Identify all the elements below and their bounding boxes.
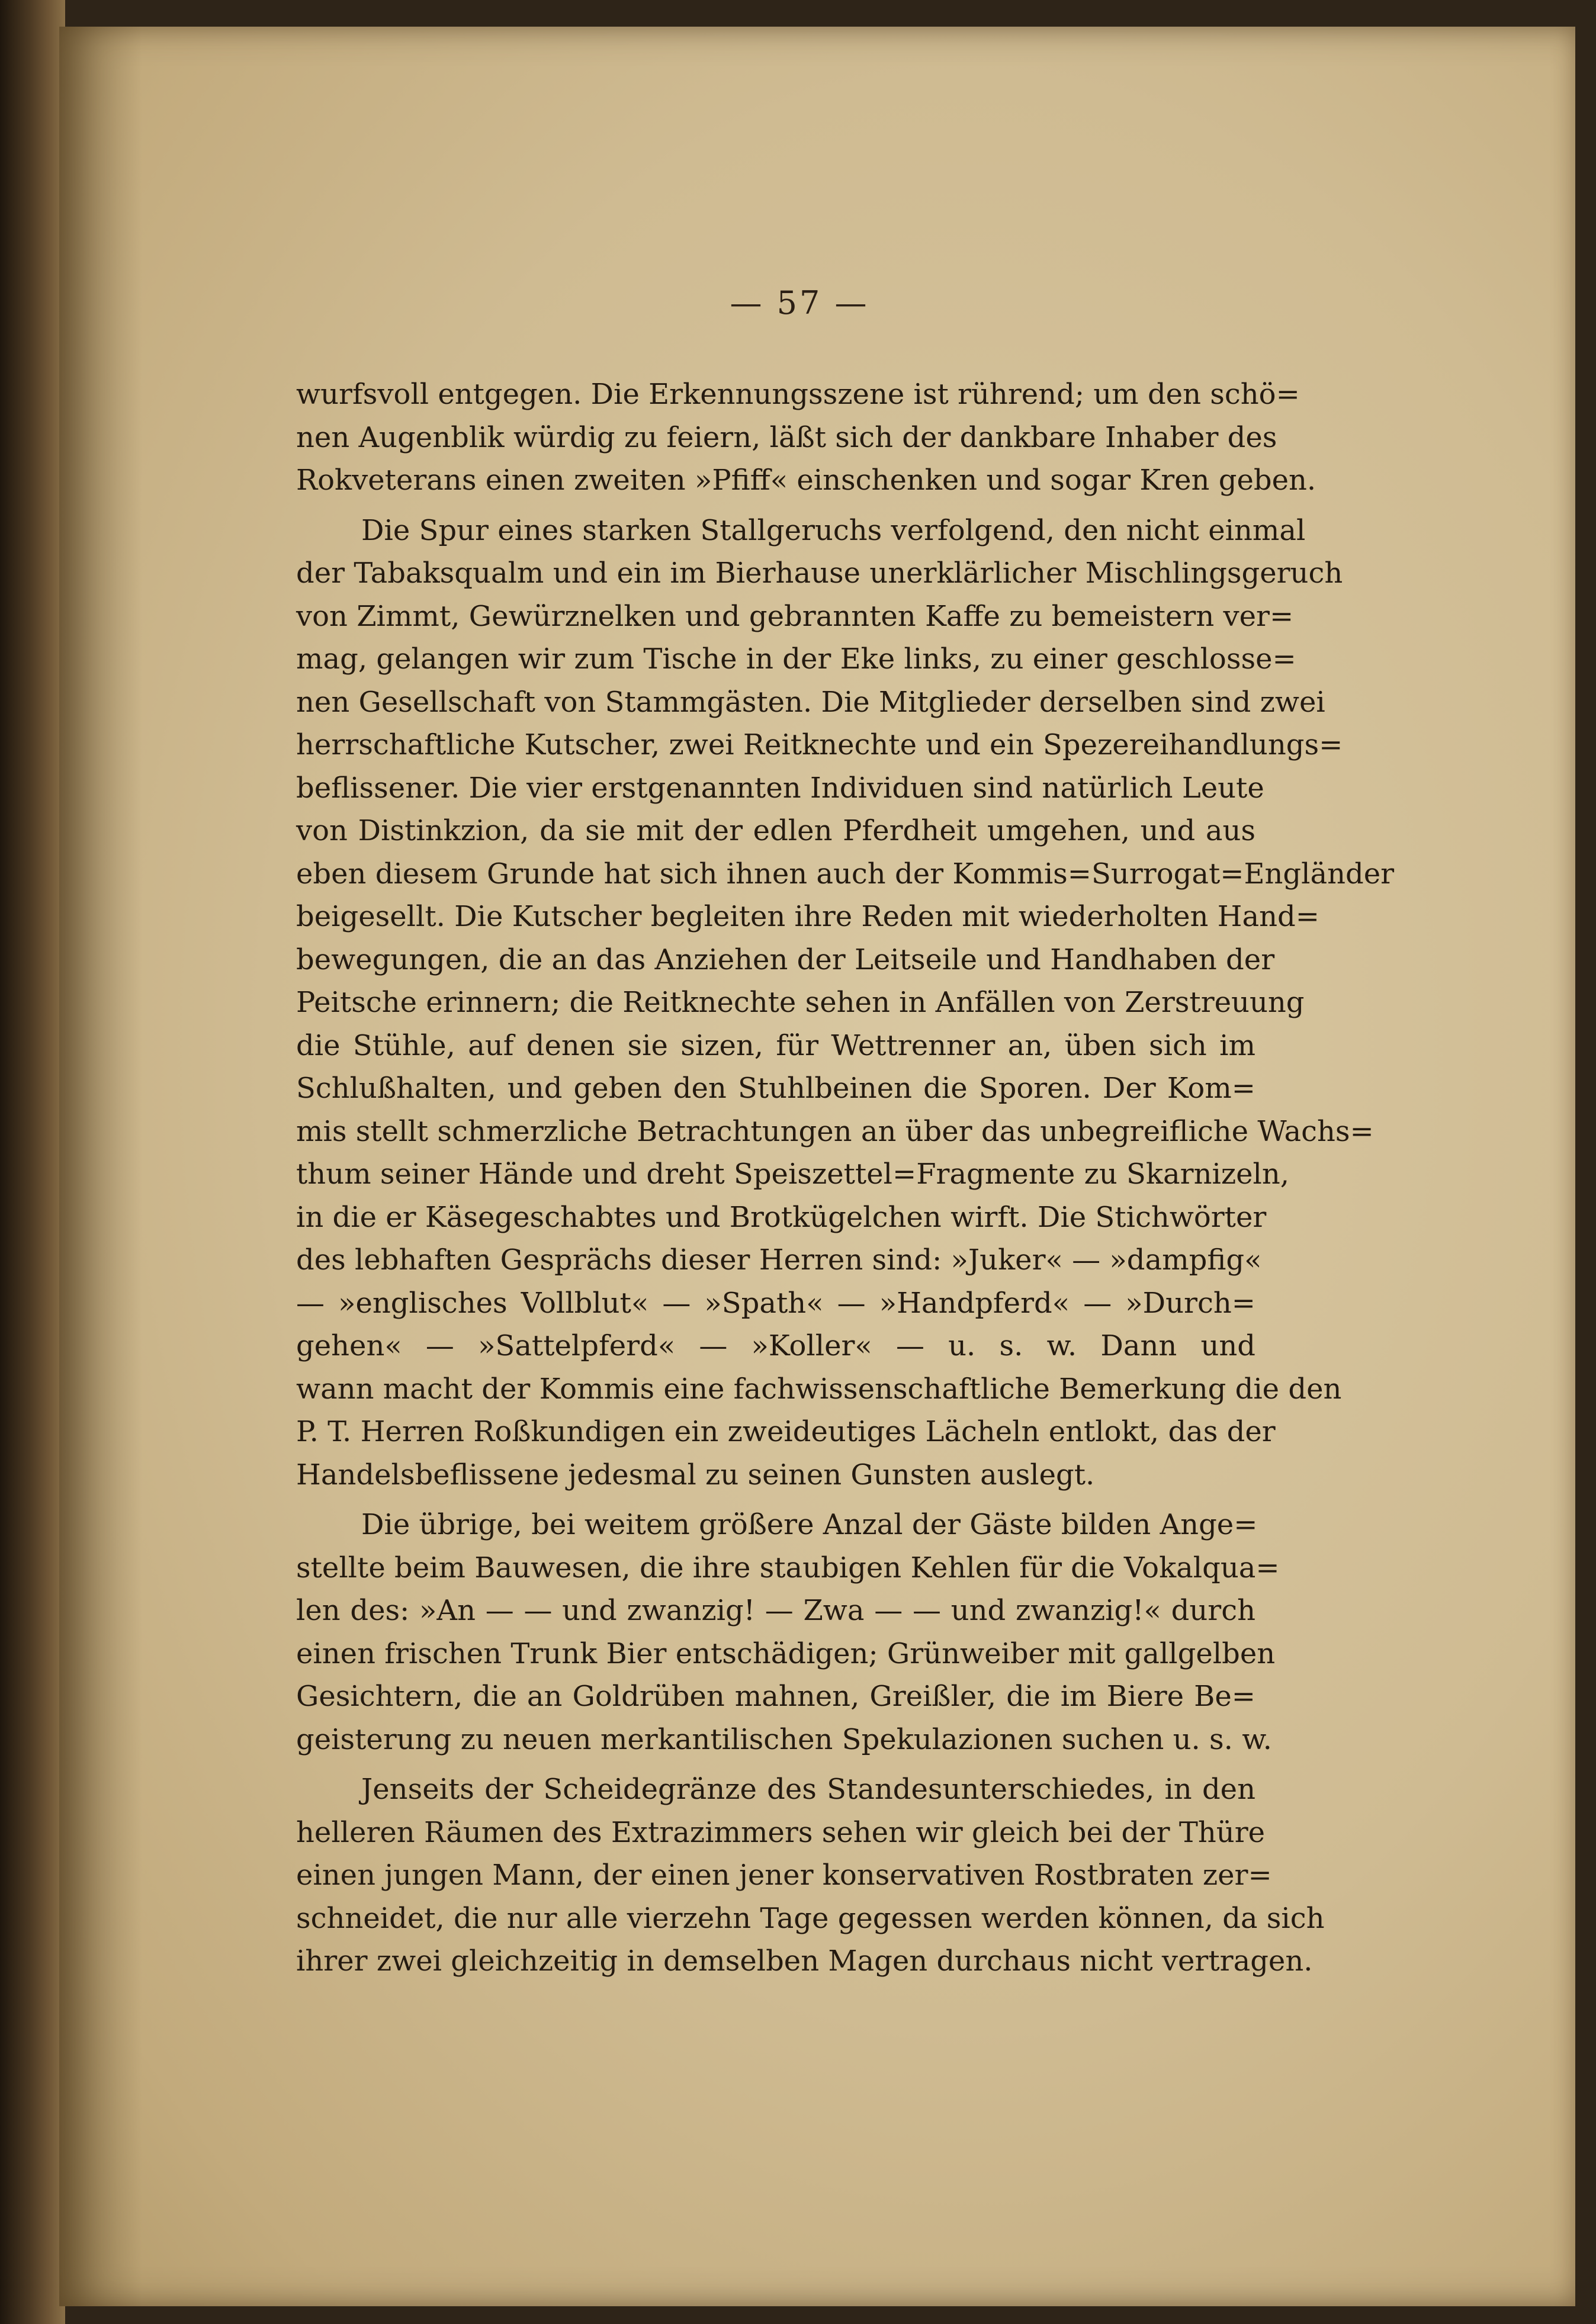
text-line: wurfsvoll entgegen. Die Erkennungsszene ist rührend; um den schö= [296,378,1300,411]
paragraph-1 [296,373,1316,502]
body-text [296,373,1395,1983]
text-line: mis stellt schmerzliche Betrachtungen an über das unbegreifliche Wachs= [296,1114,1374,1148]
text-line: len des: »An — — und zwanzig! — Zwa — — und zwanzig!« durch [296,1594,1255,1627]
paragraph-2 [296,509,1395,1497]
book-binding [0,0,65,2324]
text-line: stellte beim Bauwesen, die ihre staubigen Kehlen für die Vokalqua= [296,1551,1280,1584]
paragraph-3 [296,1503,1280,1761]
text-line: helleren Räumen des Extrazimmers sehen wir gleich bei der Thüre [296,1815,1266,1849]
text-line: nen Gesellschaft von Stammgästen. Die Mitglieder derselben sind zwei [296,685,1325,719]
text-line: eben diesem Grunde hat sich ihnen auch der Kommis=Surrogat=Engländer [296,857,1395,891]
text-line: mag, gelangen wir zum Tische in der Eke links, zu einer geschlosse= [296,642,1296,676]
text-line: der Tabaksqualm und ein im Bierhause unerklärlicher Mischlingsgeruch [296,557,1343,590]
text-line: beigesellt. Die Kutscher begleiten ihre Reden mit wiederholten Hand= [296,900,1319,933]
text-line: bewegungen, die an das Anziehen der Leitseile und Handhaben der [296,943,1275,976]
text-line: von Zimmt, Gewürznelken und gebrannten Kaffe zu bemeistern ver= [296,599,1294,633]
text-line: herrschaftliche Kutscher, zwei Reitknechte und ein Spezereihandlungs= [296,728,1343,761]
text-line: des lebhaften Gesprächs dieser Herren sind: »Juker« — »dampfig« [296,1243,1262,1277]
text-line: Peitsche erinnern; die Reitknechte sehen in Anfällen von Zerstreuung [296,986,1305,1019]
text-line: Rokveterans einen zweiten »Pfiff« einschenken und sogar Kren geben. [296,464,1316,497]
text-line: in die er Käsegeschabtes und Brotkügelchen wirft. Die Stichwörter [296,1200,1267,1234]
text-line: nen Augenblik würdig zu feiern, läßt sich der dankbare Inhaber des [296,420,1277,454]
page-number: — 57 — [730,284,869,322]
text-line: einen jungen Mann, der einen jener konservativen Rostbraten zer= [296,1859,1272,1892]
text-line: Gesichtern, die an Goldrüben mahnen, Greißler, die im Biere Be= [296,1680,1255,1713]
text-line: Die Spur eines starken Stallgeruchs verfolgend, den nicht einmal [361,513,1306,547]
paragraph-4 [296,1768,1325,1983]
text-line: einen frischen Trunk Bier entschädigen; Grünweiber mit gallgelben [296,1637,1276,1670]
text-line: Handelsbeflissene jedesmal zu seinen Gunsten auslegt. [296,1458,1095,1492]
text-line: gehen« — »Sattelpferd« — »Koller« — u. s. w. Dann und [296,1329,1255,1362]
text-line: geisterung zu neuen merkantilischen Spekulazionen suchen u. s. w. [296,1722,1272,1756]
text-line: wann macht der Kommis eine fachwissenschaftliche Bemerkung die den [296,1372,1342,1406]
text-line: Jenseits der Scheidegränze des Standesunterschiedes, in den [361,1773,1255,1806]
text-line: thum seiner Hände und dreht Speiszettel=Fragmente zu Skarnizeln, [296,1158,1290,1191]
text-line: die Stühle, auf denen sie sizen, für Wettrenner an, üben sich im [296,1028,1255,1062]
text-line: — »englisches Vollblut« — »Spath« — »Handpferd« — »Durch= [296,1286,1255,1320]
text-line: Die übrige, bei weitem größere Anzal der Gäste bilden Ange= [361,1508,1258,1541]
text-line: ihrer zwei gleichzeitig in demselben Magen durchaus nicht vertragen. [296,1944,1313,1978]
text-line: Schlußhalten, und geben den Stuhlbeinen die Sporen. Der Kom= [296,1072,1255,1105]
gutter-shadow [59,27,142,2306]
text-line: von Distinkzion, da sie mit der edlen Pferdheit umgehen, und aus [296,814,1255,847]
text-line: schneidet, die nur alle vierzehn Tage gegessen werden können, da sich [296,1901,1325,1935]
text-line: beflissener. Die vier erstgenannten Individuen sind natürlich Leute [296,771,1264,805]
text-line: P. T. Herren Roßkundigen ein zweideutiges Lächeln entlokt, das der [296,1415,1276,1448]
